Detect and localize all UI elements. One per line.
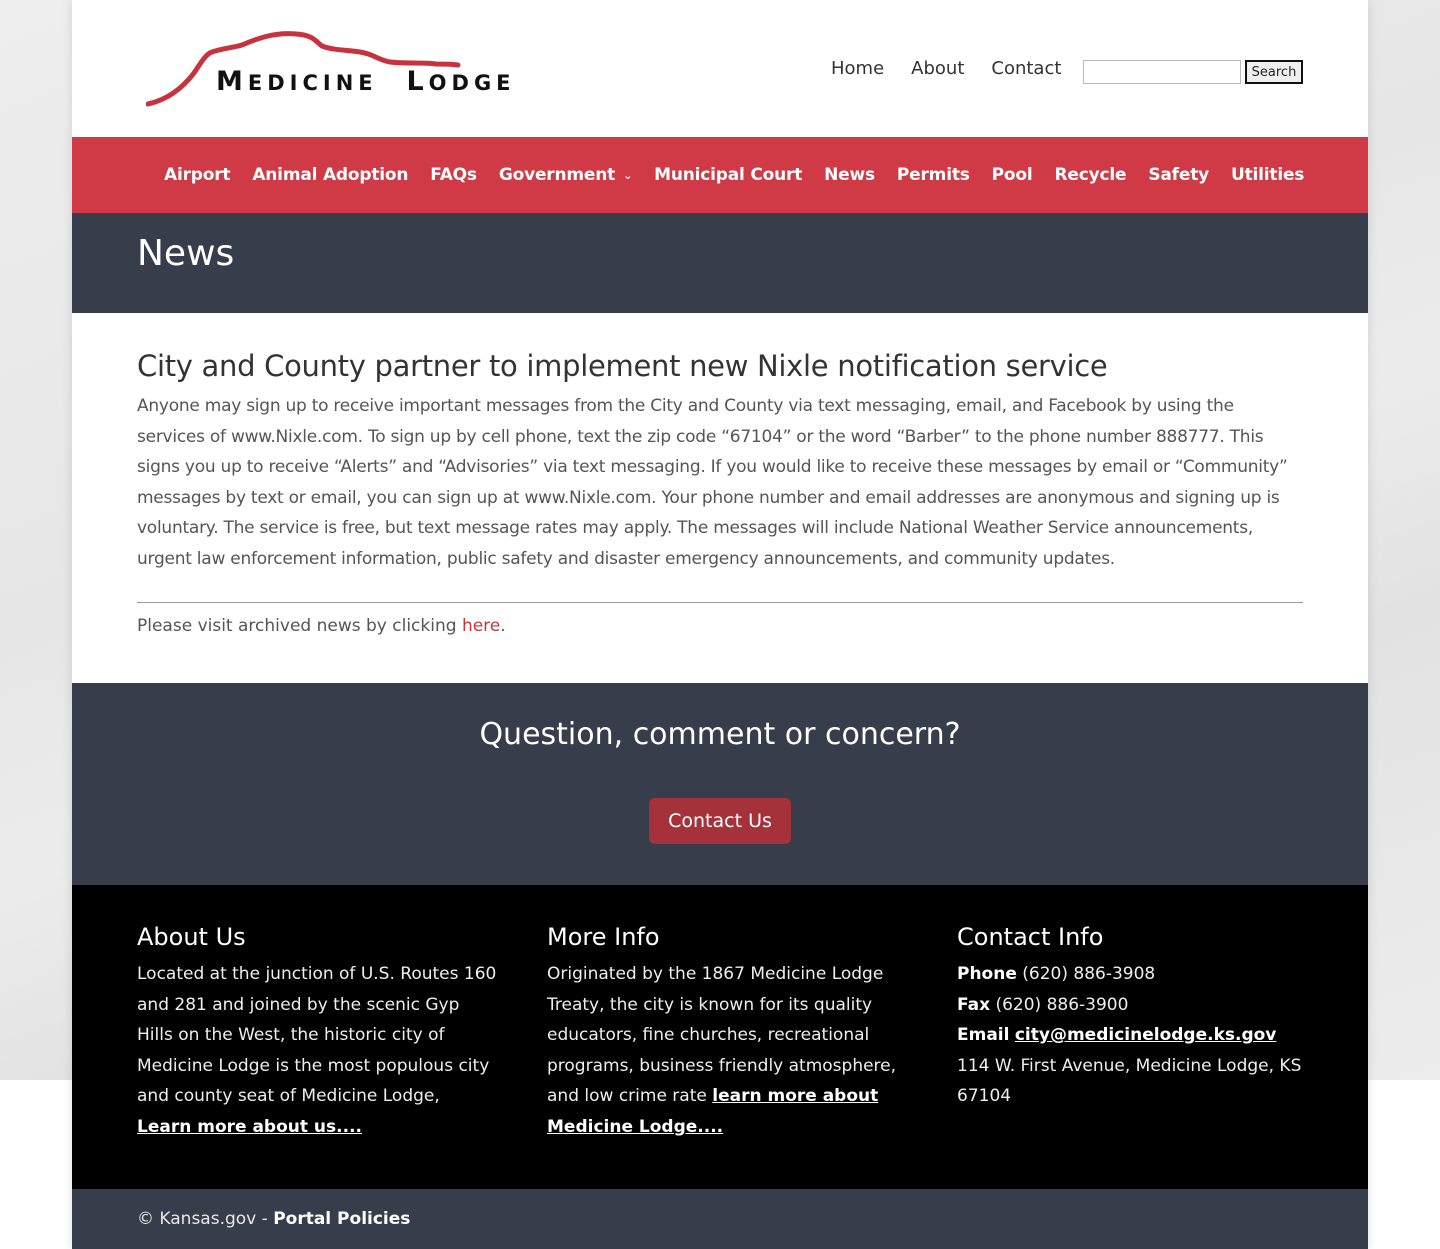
email-link[interactable]: city@medicinelodge.ks.gov xyxy=(1014,1025,1277,1046)
footer-more-info xyxy=(547,923,907,1143)
footer-contact-details xyxy=(957,959,1307,1112)
main-nav-permits[interactable]: Permits xyxy=(896,165,970,185)
footer-about-heading: About Us xyxy=(137,923,246,951)
copyright-text: © Kansas.gov - xyxy=(137,1209,274,1229)
main-nav-pool[interactable]: Pool xyxy=(991,165,1033,185)
address: 114 W. First Avenue, Medicine Lodge, KS 67104 xyxy=(957,1055,1302,1107)
top-nav-about[interactable]: About xyxy=(911,58,965,79)
news-article xyxy=(137,349,1303,575)
search-form xyxy=(1083,60,1303,84)
bottom-bar xyxy=(72,1189,1368,1249)
divider xyxy=(137,602,1303,603)
main-nav-government[interactable] xyxy=(499,165,632,185)
page-title: News xyxy=(137,233,235,274)
article-title: City and County partner to implement new Nixle notification service xyxy=(137,349,1108,383)
main-nav-safety[interactable]: Safety xyxy=(1148,165,1210,185)
footer-more-info-heading: More Info xyxy=(547,923,660,951)
footer-about xyxy=(137,923,497,1143)
copyright xyxy=(137,1209,410,1229)
logo-wordmark xyxy=(216,66,516,97)
main-nav-faqs[interactable]: FAQs xyxy=(430,165,477,185)
about-text: Located at the junction of U.S. Routes 160 and 281 and joined by the scenic Gyp Hills on the West, the historic city of Medicine Lodge is the most populous city and county seat of Medicine Lodge, xyxy=(137,964,497,1107)
more-info-text: Originated by the 1867 Medicine Lodge Treaty, the city is known for its quality educators, fine churches, recreational programs, business friendly atmosphere, and low crime rate xyxy=(547,964,897,1107)
archive-text: Please visit archived news by clicking xyxy=(137,615,462,636)
footer-contact xyxy=(957,923,1307,1112)
footer-contact-heading: Contact Info xyxy=(957,923,1104,951)
archive-link[interactable]: here xyxy=(461,615,501,636)
top-nav xyxy=(831,58,1088,79)
phone-number: (620) 886-3908 xyxy=(1016,964,1156,984)
archive-notice xyxy=(137,616,1303,636)
learn-more-about-us-link[interactable]: Learn more about us.... xyxy=(137,1116,362,1137)
footer-more-info-text xyxy=(547,959,907,1143)
main-nav-news[interactable]: News xyxy=(824,165,875,185)
logo-letter: L xyxy=(406,66,429,97)
main-content xyxy=(72,313,1368,683)
top-nav-contact[interactable]: Contact xyxy=(991,58,1062,79)
email-label: Email xyxy=(957,1025,1010,1046)
learn-more-medicine-lodge-link[interactable]: learn more about Medicine Lodge.... xyxy=(547,1086,879,1137)
phone-label: Phone xyxy=(957,964,1017,984)
site-footer xyxy=(72,885,1368,1189)
fax-label: Fax xyxy=(957,994,991,1015)
main-nav-animal-adoption[interactable]: Animal Adoption xyxy=(252,165,409,185)
page-container xyxy=(72,0,1368,1249)
site-header xyxy=(72,0,1368,137)
top-nav-home[interactable]: Home xyxy=(831,58,885,79)
article-body: Anyone may sign up to receive important messages from the City and County via text messaging, email, and Facebook by using the services of www.Nixle.com. To sign up by cell phone, text the zip code “67104” or the word “Barber” to the phone number 888777. This signs you up to receive “Alerts” and “Advisories” via text messaging. If you would like to receive these messages by email or “Community” messages by text or email, you can sign up at www.Nixle.com. Your phone number and email addresses are anonymous and signing up is voluntary. The service is free, but text message rates may apply. The messages will include National Weather Service announcements, urgent law enforcement information, public safety and disaster emergency announcements, and community updates. xyxy=(137,396,1288,569)
cta-heading: Question, comment or concern? xyxy=(479,717,961,752)
logo-letters: EDICINE xyxy=(247,71,378,95)
contact-cta xyxy=(72,683,1368,885)
main-nav-government-label: Government xyxy=(498,165,616,185)
search-button[interactable]: Search xyxy=(1245,60,1303,84)
search-input[interactable] xyxy=(1083,60,1241,84)
archive-suffix: . xyxy=(500,615,506,636)
site-logo[interactable] xyxy=(146,28,516,110)
main-nav xyxy=(72,137,1368,213)
main-nav-utilities[interactable]: Utilities xyxy=(1231,165,1305,185)
main-nav-municipal-court[interactable]: Municipal Court xyxy=(654,165,803,185)
page-title-bar xyxy=(72,213,1368,313)
footer-about-text xyxy=(137,959,497,1143)
logo-letter: M xyxy=(216,66,248,97)
main-nav-airport[interactable]: Airport xyxy=(164,165,231,185)
portal-policies-link[interactable]: Portal Policies xyxy=(273,1209,411,1229)
chevron-down-icon: ⌄ xyxy=(623,168,633,182)
main-nav-recycle[interactable]: Recycle xyxy=(1054,165,1127,185)
fax-number: (620) 886-3900 xyxy=(990,994,1129,1015)
contact-us-button[interactable]: Contact Us xyxy=(649,798,791,844)
logo-letters: ODGE xyxy=(428,71,516,95)
